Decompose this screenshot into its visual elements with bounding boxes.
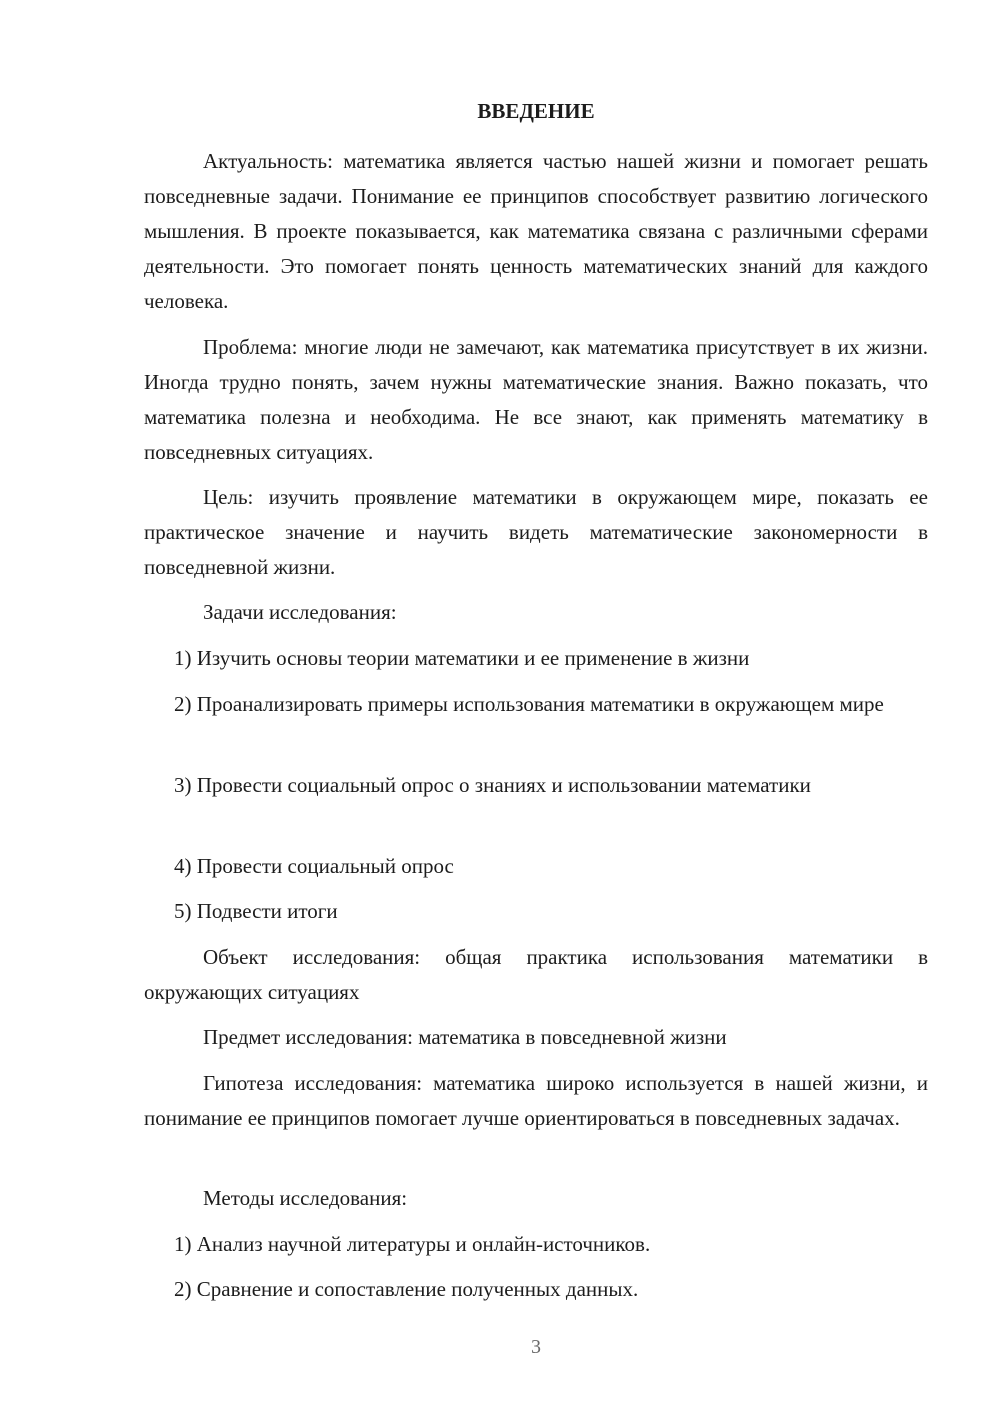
- task-item-4: 4) Провести социальный опрос: [174, 854, 454, 878]
- page-number: 3: [531, 1336, 541, 1358]
- methods-heading: Методы исследования:: [203, 1186, 408, 1210]
- goal-paragraph: Цель: изучить проявление математики в окружающем мире, показать ее практическое значение и научить видеть математические закономерности в повседневной жизни.: [144, 485, 928, 579]
- hypothesis-paragraph: Гипотеза исследования: математика широко используется в нашей жизни, и понимание ее принципов помогает лучше ориентироваться в повседневных задачах.: [144, 1071, 928, 1130]
- task-item-2: 2) Проанализировать примеры использования математики в окружающем мире: [174, 692, 884, 716]
- relevance-paragraph: Актуальность: математика является частью нашей жизни и помогает решать повседневные задачи. Понимание ее принципов способствует развитию логического мышления. В проекте показывается, как математика связана с различными сферами деятельности. Это помогает понять ценность математических знаний для каждого человека.: [144, 149, 928, 313]
- method-item-2: 2) Сравнение и сопоставление полученных данных.: [174, 1277, 639, 1301]
- page-heading: ВВЕДЕНИЕ: [477, 99, 595, 123]
- task-item-5: 5) Подвести итоги: [174, 899, 338, 923]
- subject-paragraph: Предмет исследования: математика в повседневной жизни: [203, 1025, 727, 1049]
- object-paragraph: Объект исследования: общая практика использования математики в окружающих ситуациях: [144, 945, 928, 1004]
- method-item-1: 1) Анализ научной литературы и онлайн-источников.: [174, 1232, 651, 1256]
- tasks-heading: Задачи исследования:: [203, 600, 397, 624]
- problem-paragraph: Проблема: многие люди не замечают, как математика присутствует в их жизни. Иногда трудно понять, зачем нужны математические знания. Важно показать, что математика полезна и необходима. Не все знают, как применять математику в повседневных ситуациях.: [144, 335, 928, 464]
- document-page: [144, 0, 928, 1414]
- task-item-3: 3) Провести социальный опрос о знаниях и использовании математики: [174, 773, 811, 797]
- task-item-1: 1) Изучить основы теории математики и ее применение в жизни: [174, 646, 750, 670]
